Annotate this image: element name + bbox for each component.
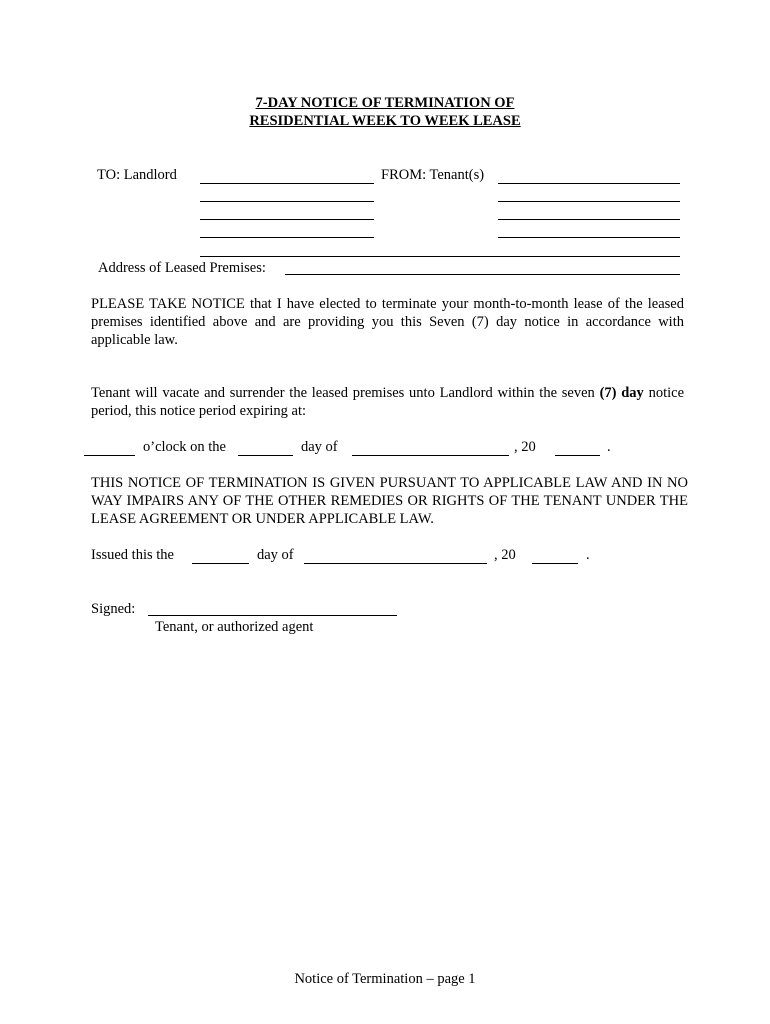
tenant-field-2[interactable] <box>498 201 680 202</box>
from-tenant-label: FROM: Tenant(s) <box>381 167 485 183</box>
expiry-year-field[interactable] <box>555 455 600 456</box>
expiry-year-prefix: , 20 <box>514 439 536 455</box>
notice-paragraph: PLEASE TAKE NOTICE that I have elected to terminate your month-to-month lease of the leased premises identified above and are providing you this Seven (7) day notice in accordance with applicable law. <box>91 296 684 348</box>
landlord-field-1[interactable] <box>200 183 374 184</box>
page-footer: Notice of Termination – page 1 <box>294 971 476 987</box>
signature-caption: Tenant, or authorized agent <box>155 619 314 635</box>
pursuant-paragraph: THIS NOTICE OF TERMINATION IS GIVEN PURSUANT TO APPLICABLE LAW AND IN NO WAY IMPAIRS ANY OF THE OTHER REMEDIES OR RIGHTS OF THE TENANT UNDER THE LEASE AGREEMENT OR UNDER APPLICABLE LAW. <box>91 475 688 527</box>
document-title-line-2: RESIDENTIAL WEEK TO WEEK LEASE <box>249 113 521 129</box>
expiry-period: . <box>607 439 611 455</box>
expiry-month-field[interactable] <box>352 455 509 456</box>
expiry-day-field[interactable] <box>238 455 293 456</box>
vacate-paragraph <box>91 384 684 420</box>
landlord-field-3[interactable] <box>200 219 374 220</box>
issued-day-field[interactable] <box>192 563 249 564</box>
to-landlord-label: TO: Landlord <box>97 167 177 183</box>
issued-day-of-label: day of <box>257 547 294 563</box>
address-field-line-2[interactable] <box>285 274 680 275</box>
signature-field[interactable] <box>148 615 397 616</box>
expiry-oclock-label: o’clock on the <box>143 439 226 455</box>
issued-period: . <box>586 547 590 563</box>
document-title-line-1: 7-DAY NOTICE OF TERMINATION OF <box>255 95 515 111</box>
vacate-text: Tenant will vacate and surrender the leased premises unto Landlord within the seven <box>91 385 595 401</box>
issued-year-field[interactable] <box>532 563 578 564</box>
issued-label: Issued this the <box>91 547 174 563</box>
address-field-line-1[interactable] <box>200 256 680 257</box>
landlord-field-4[interactable] <box>200 237 374 238</box>
address-label: Address of Leased Premises: <box>98 260 266 276</box>
issued-year-prefix: , 20 <box>494 547 516 563</box>
vacate-text-2: notice period, this notice period expiring at: <box>91 385 685 419</box>
issued-month-field[interactable] <box>304 563 487 564</box>
expiry-day-of-label: day of <box>301 439 338 455</box>
expiry-hour-field[interactable] <box>84 455 135 456</box>
landlord-field-2[interactable] <box>200 201 374 202</box>
signed-label: Signed: <box>91 601 136 617</box>
tenant-field-4[interactable] <box>498 237 680 238</box>
tenant-field-1[interactable] <box>498 183 680 184</box>
tenant-field-3[interactable] <box>498 219 680 220</box>
vacate-bold-text: (7) day <box>599 385 644 401</box>
